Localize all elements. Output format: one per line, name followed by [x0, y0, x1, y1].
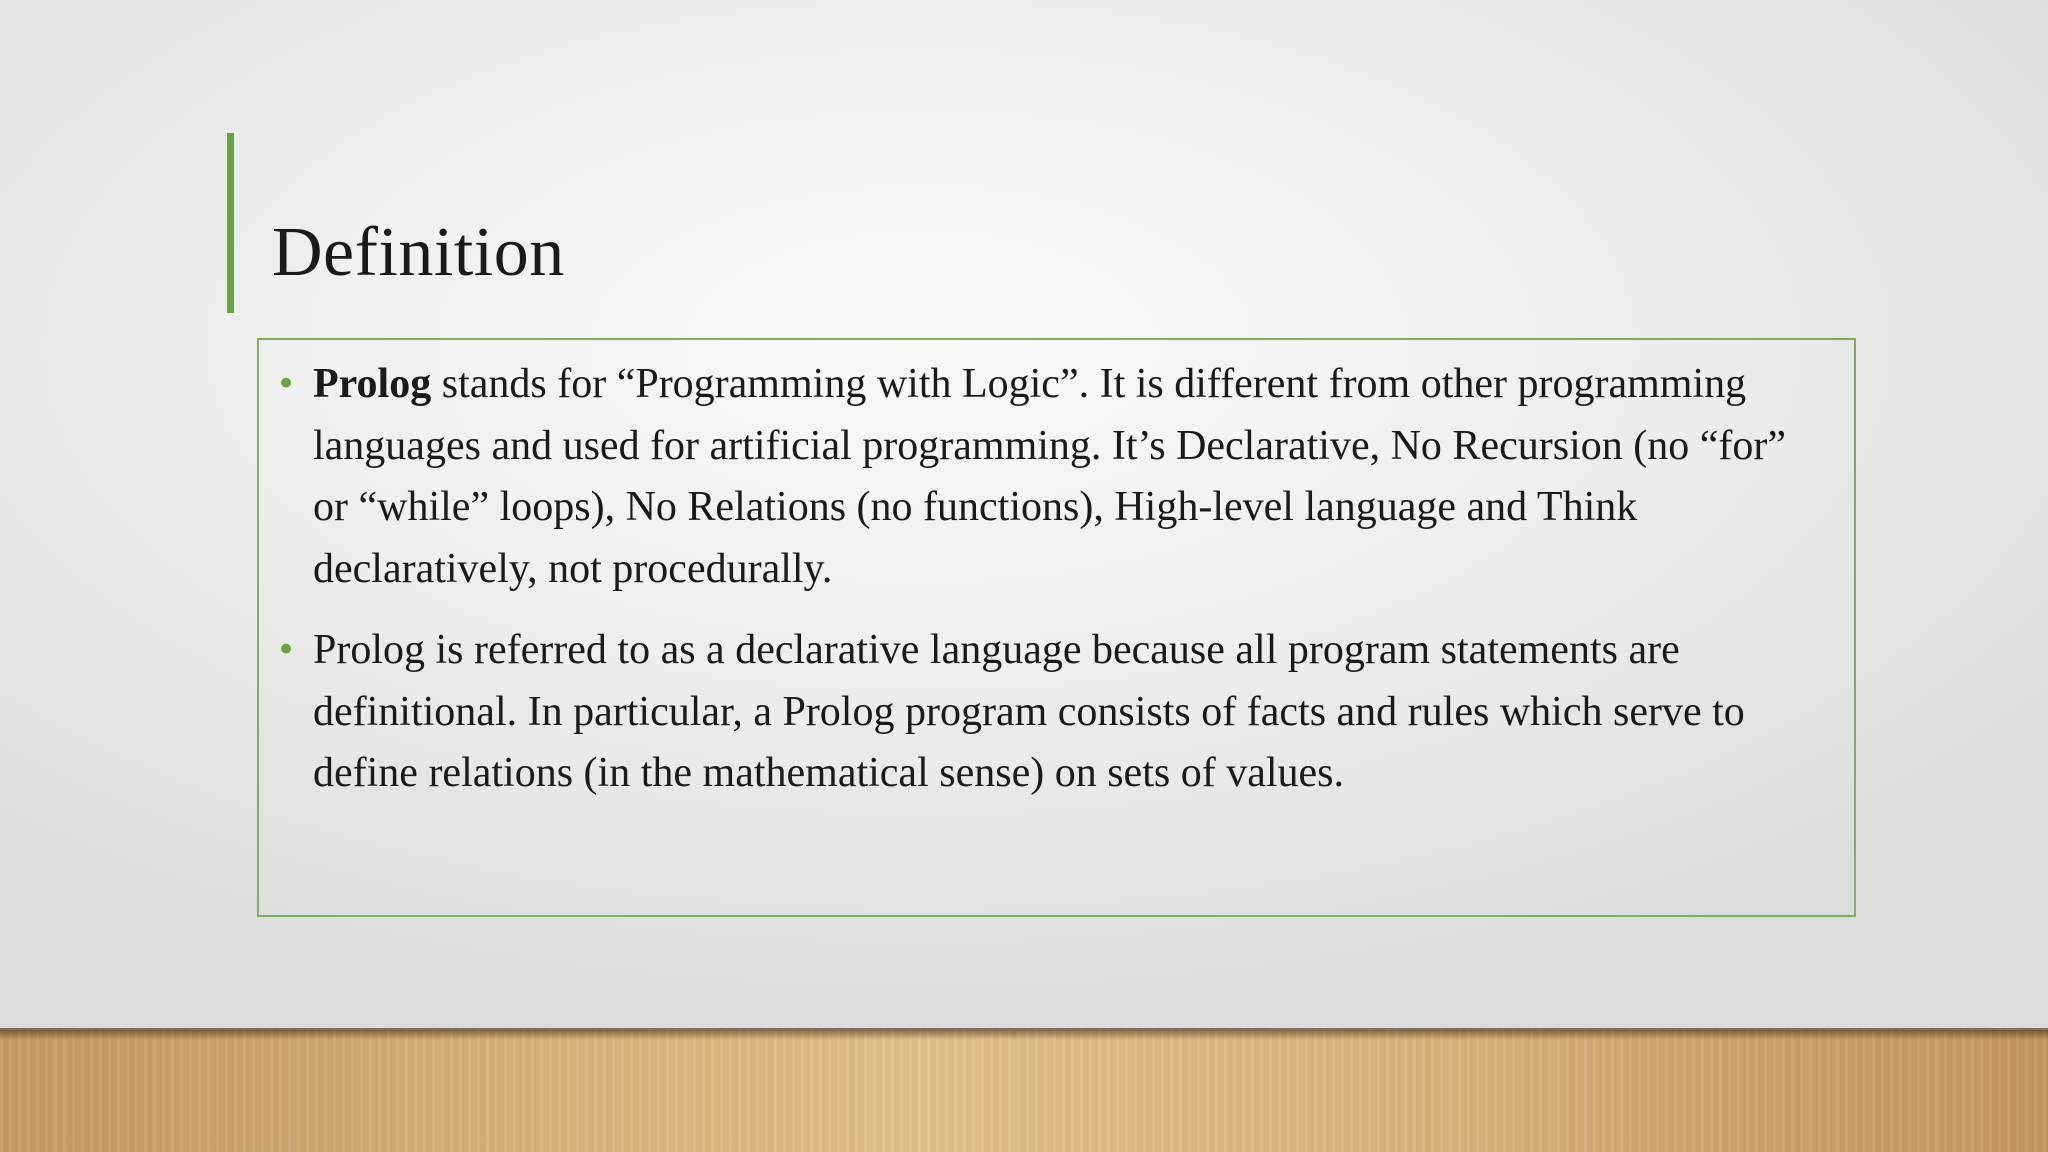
bullet-list [273, 354, 1826, 805]
bullet-item-1 [273, 354, 1826, 600]
bullet-text: Prolog is referred to as a declarative language because all program statements are definitional. In particular, a Prolog program consists of facts and rules which serve to define relations (in the mathematical sense) on sets of values. [313, 627, 1745, 796]
bullet-text: stands for “Programming with Logic”. It is different from other programming languages and used for artificial programming. It’s Declarative, No Recursion (no “for” or “while” loops), No Relations (no functions), High-level language and Think declaratively, not procedurally. [313, 361, 1786, 592]
title-accent-bar [227, 133, 234, 313]
bullet-dot-icon: • [276, 630, 297, 670]
bullet-dot-icon: • [276, 364, 297, 404]
content-placeholder[interactable] [257, 338, 1856, 917]
wooden-floor-background [0, 1030, 2048, 1152]
bullet-bold-lead: Prolog [313, 361, 432, 407]
bullet-item-2 [273, 620, 1826, 805]
slide-title: Definition [272, 214, 565, 291]
